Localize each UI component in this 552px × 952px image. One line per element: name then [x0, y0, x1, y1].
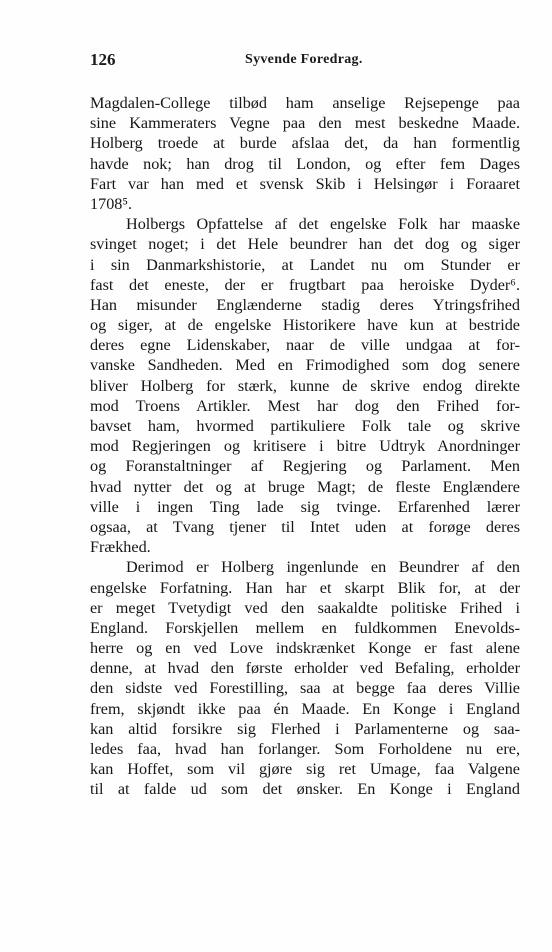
text-line: hvad nytter det og at bruge Magt; de fleste Englændere: [90, 477, 520, 496]
text-line: svinget noget; i det Hele beundrer han det dog og siger: [90, 235, 520, 254]
running-title: Syvende Foredrag.: [245, 52, 363, 67]
page-number: 126: [90, 50, 116, 69]
text-line: denne, at hvad den første erholder ved Befaling, erholder: [90, 659, 520, 678]
text-line: Fart var han med et svensk Skib i Helsingør i Foraaret: [90, 174, 520, 193]
paragraph: [90, 557, 520, 799]
text-line: mod Troens Artikler. Mest har dog den Frihed for-: [90, 396, 520, 415]
text-line: England. Forskjellen mellem en fuldkommen Enevolds-: [90, 618, 520, 637]
text-line: 1708⁵.: [90, 194, 133, 213]
paragraph: [90, 93, 520, 214]
text-line: ogsaa, at Tvang tjener til Intet uden at forøge deres: [90, 517, 520, 536]
text-line: bavset ham, hvormed partikuliere Folk tale og skrive: [90, 417, 520, 435]
text-line: vanske Sandheden. Med en Frimodighed som dog senere: [90, 356, 520, 375]
page-header: [90, 50, 520, 76]
paragraph: [90, 214, 520, 557]
text-line: den sidste ved Forestilling, saa at begge faa deres Villie: [90, 679, 520, 698]
text-line: ledes faa, hvad han forlanger. Som Forholdene nu ere,: [90, 740, 520, 758]
text-line: frem, skjøndt ikke paa én Maade. En Konge i England: [90, 699, 520, 718]
text-line: kan altid forsikre sig Flerhed i Parlamenterne og saa-: [90, 719, 520, 738]
text-line: sine Kammeraters Vegne paa den mest beskedne Maade.: [90, 114, 520, 133]
text-line: Frækhed.: [90, 538, 151, 557]
text-line: Magdalen-College tilbød ham anselige Rejsepenge paa: [90, 94, 520, 112]
text-line: herre og en ved Love indskrænket Konge er fast alene: [90, 639, 520, 658]
text-line: i sin Danmarkshistorie, at Landet nu om Stunder er: [90, 255, 520, 274]
text-line: fast det eneste, der er frugtbart paa heroiske Dyder⁶.: [90, 275, 520, 294]
text-line: mod Regjeringen og kritisere i bitre Udtryk Anordninger: [90, 437, 520, 456]
text-line: Derimod er Holberg ingenlunde en Beundrer af den: [126, 558, 520, 577]
text-line: Holberg troede at burde afslaa det, da han formentlig: [90, 134, 520, 153]
text-line: havde nok; han drog til London, og efter fem Dages: [90, 154, 520, 173]
text-line: engelske Forfatning. Han har et skarpt Blik for, at der: [90, 578, 520, 597]
text-line: bliver Holberg for stærk, kunne de skrive endog direkte: [90, 376, 520, 395]
body-text: [90, 93, 520, 800]
text-line: Han misunder Englænderne stadig deres Ytringsfrihed: [90, 295, 520, 314]
text-line: og siger, at de engelske Historikere have kun at bestride: [90, 316, 520, 335]
text-line: til at falde ud som det ønsker. En Konge i England: [90, 780, 520, 799]
text-line: Holbergs Opfattelse af det engelske Folk har maaske: [126, 215, 520, 234]
text-line: er meget Tvetydigt ved den saakaldte politiske Frihed i: [90, 598, 520, 617]
text-line: deres egne Lidenskaber, naar de ville undgaa at for-: [90, 336, 520, 355]
text-line: og Foranstaltninger af Regjering og Parlament. Men: [90, 457, 520, 476]
text-line: ville i ingen Ting lade sig tvinge. Erfarenhed lærer: [90, 497, 520, 516]
text-line: kan Hoffet, som vil gjøre sig ret Umage, faa Valgene: [90, 760, 520, 779]
